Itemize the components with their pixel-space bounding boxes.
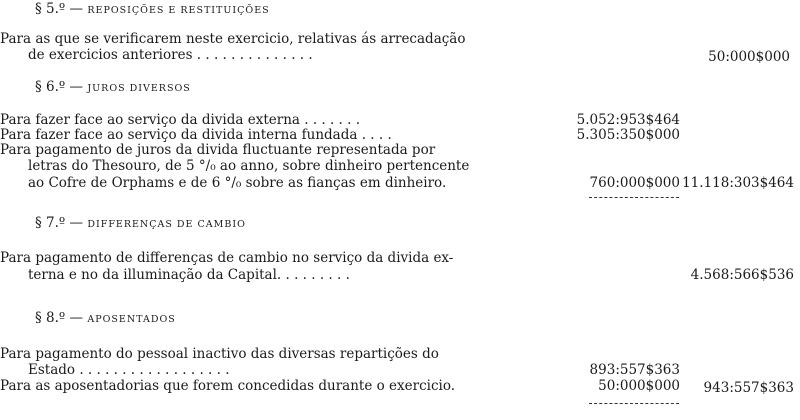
section-8-item-1-line-2: Estado . . . . . . . . . . . . . . . . . . [28,362,230,378]
section-7-total: 4.568:566$536 [690,267,794,283]
section-6-dashed-rule [589,197,679,198]
section-6-item-2-line: Para fazer face ao serviço da divida interna fundada . . . . [0,127,392,143]
section-8-item-2-amount: 50:000$000 [598,378,680,394]
section-7-number: § 7.º — [35,215,84,231]
section-5-line-1: Para as que se verificarem neste exercicio, relativas ás arrecadação [0,31,466,47]
section-6-item-3-line-3: ao Cofre de Orphams e de 6 °/₀ sobre as fianças em dinheiro. [28,175,447,191]
section-6-item-1-line: Para fazer face ao serviço da divida externa . . . . . . . [0,112,361,128]
section-5-line-2: de exercicios anteriores . . . . . . . . . . . . . . [28,47,313,63]
section-8-number: § 8.º — [35,310,84,326]
section-8-heading [35,310,176,328]
section-7-line-1: Para pagamento de differenças de cambio no serviço da divida ex- [0,250,454,266]
section-8-title: APOSENTADOS [87,314,176,325]
section-6-number: § 6.º — [35,79,84,95]
section-5-title: REPOSIÇÕES E RESTITUIÇÕES [87,5,270,16]
section-5-total: 50:000$000 [708,49,790,65]
section-8-item-1-amount: 893:557$363 [589,362,680,378]
section-5-number: § 5.º — [35,1,84,17]
section-8-item-2-line: Para as aposentadorias que forem concedidas durante o exercicio. [0,378,456,394]
section-7-title: DIFFERENÇAS DE CAMBIO [87,219,246,230]
section-6-item-1-amount: 5.052:953$464 [576,112,680,128]
section-6-item-3-line-2: letras do Thesouro, de 5 °/₀ ao anno, sobre dinheiro pertencente [28,158,470,174]
section-7-heading [35,215,246,233]
section-6-total: 11.118:303$464 [682,175,794,191]
section-6-item-2-amount: 5.305:350$000 [576,127,680,143]
section-6-item-3-line-1: Para pagamento de juros da divida fluctuante representada por [0,142,436,158]
section-6-title: JUROS DIVERSOS [87,83,191,94]
section-6-heading [35,79,191,97]
section-8-total: 943:557$363 [703,380,794,396]
section-8-item-1-line-1: Para pagamento do pessoal inactivo das diversas repartições do [0,346,439,362]
section-7-line-2: terna e no da illuminação da Capital. . . . . . . . . [28,267,350,283]
section-8-dashed-rule [589,403,679,404]
section-6-item-3-amount: 760:000$000 [589,175,680,191]
section-5-heading [35,1,270,19]
